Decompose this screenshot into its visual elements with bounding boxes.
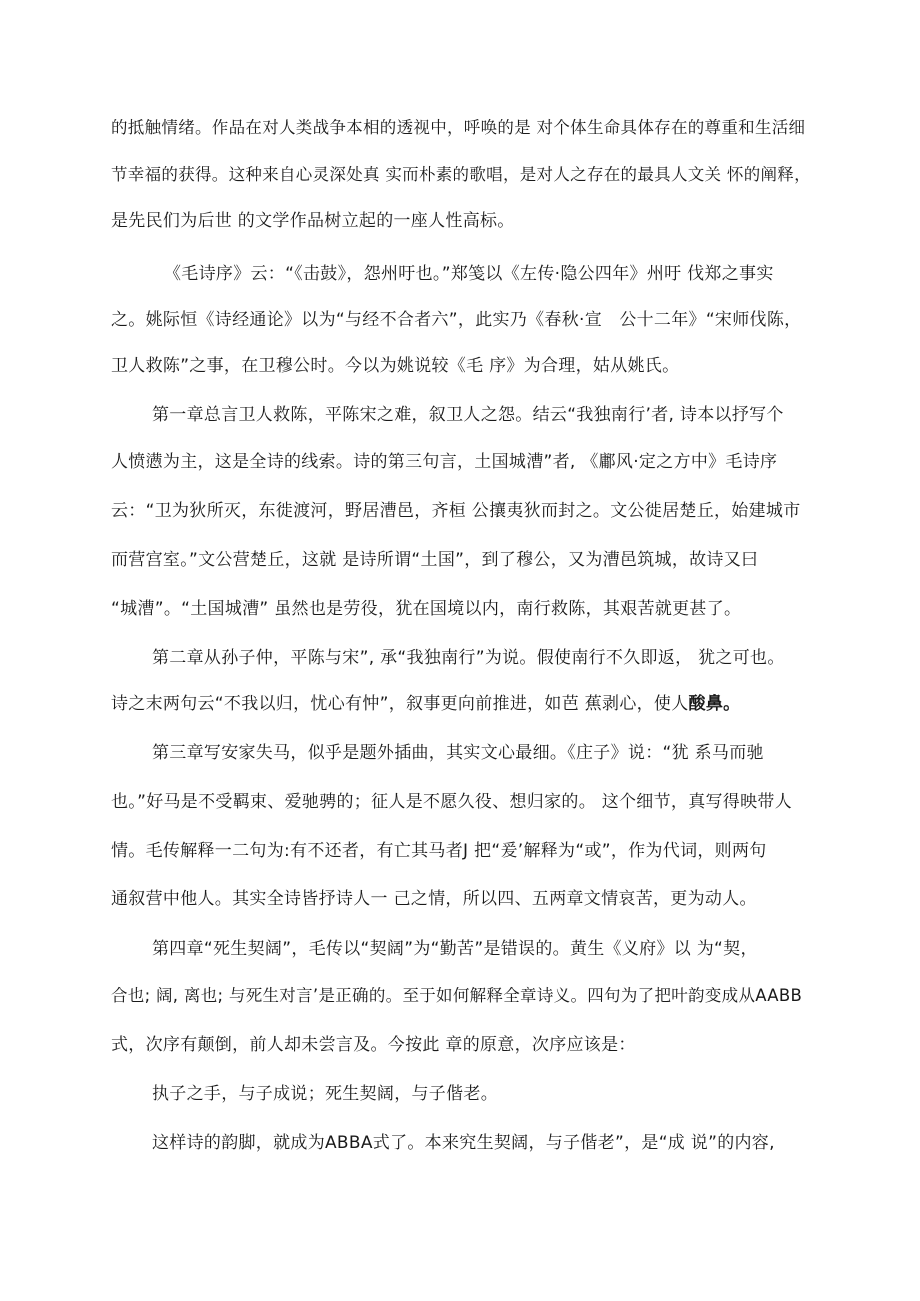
text-segment: 诗之末两句云“不我以归，忧心有忡”，叙事更向前推进，如芭 蕉剥心，使人 <box>111 694 689 714</box>
text-line: 《毛诗序》云：“《击鼓》，怨州吁也。”郑笺以《左传·隐公四年》州吁 伐郑之事实 <box>164 264 774 284</box>
text-line: 卫人救陈”之事，在卫穆公时。今以为姚说较《毛 序》为合理，姑从姚氏。 <box>111 356 680 376</box>
text-line: “城漕”。“土国城漕” 虽然也是劳役，犹在国境以内，南行救陈，其艰苦就更甚了。 <box>111 599 742 619</box>
text-line: 也。”好马是不受羁束、爱驰骋的；征人是不愿久役、想归家的。 这个细节，真写得映带人 <box>111 792 793 812</box>
text-line: 第四章“死生契阔”，毛传以“契阔”为“勤苦”是错误的。黄生《义府》以 为“契， <box>152 939 758 959</box>
text-line: 第三章写安家失马，似乎是题外插曲，其实文心最细。《庄子》说：“犹 系马而驰 <box>152 743 764 763</box>
text-line <box>111 692 740 716</box>
text-line: 情。毛传解释一二句为:有不还者，有亡其马者J 把“爰’解释为“或”，作为代词，则两句 <box>111 841 767 861</box>
text-line: 云：“卫为狄所灭，东徙渡河，野居漕邑，齐桓 公攘夷狄而封之。文公徙居楚丘，始建城市 <box>111 501 801 521</box>
text-line: 节幸福的获得。这种来自心灵深处真 实而朴素的歌唱，是对人之存在的最具人文关 怀的阐释， <box>111 165 811 184</box>
text-line: 合也; 阔, 离也; 与死生对言’是正确的。至于如何解释全章诗义。四句为了把叶韵变成从AABB <box>111 986 803 1005</box>
text-line: 而营宫室。”文公营楚丘，这就 是诗所谓“土国”，到了穆公，又为漕邑筑城，故诗又曰 <box>111 550 759 570</box>
text-line: 通叙营中他人。其实全诗皆抒诗人一 己之情，所以四、五两章文情哀苦，更为动人。 <box>111 889 757 909</box>
text-line: 第一章总言卫人救陈，平陈宋之难，叙卫人之怨。结云“我独南行’者, 诗本以抒写个 <box>152 405 784 425</box>
text-line: 这样诗的韵脚，就成为ABBA式了。本来究生契阔，与子偕老”，是“成 说”的内容, <box>152 1133 775 1153</box>
text-line: 式，次序有颠倒，前人却未尝言及。今按此 章的原意，次序应该是： <box>111 1035 636 1055</box>
text-line: 人愤懑为主，这是全诗的线索。诗的第三句言，土国城漕”者, 《鄘风·定之方中》毛诗序 <box>111 452 778 472</box>
text-line: 之。姚际恒《诗经通论》以为“与经不合者六”，此实乃《春秋·宣 公十二年》“宋师伐陈， <box>111 310 802 330</box>
text-line: 的抵触情绪。作品在对人类战争本相的透视中，呼唤的是 对个体生命具体存在的尊重和生活细 <box>111 118 806 137</box>
text-line: 第二章从孙子仲，平陈与宋”, 承“我独南行”为说。假使南行不久即返， 犹之可也。 <box>152 648 785 668</box>
text-line: 执子之手，与子成说；死生契阔，与子偕老。 <box>152 1084 498 1104</box>
text-line: 是先民们为后世 的文学作品树立起的一座人性高标。 <box>111 211 515 231</box>
bold-text: 酸鼻。 <box>688 694 741 714</box>
